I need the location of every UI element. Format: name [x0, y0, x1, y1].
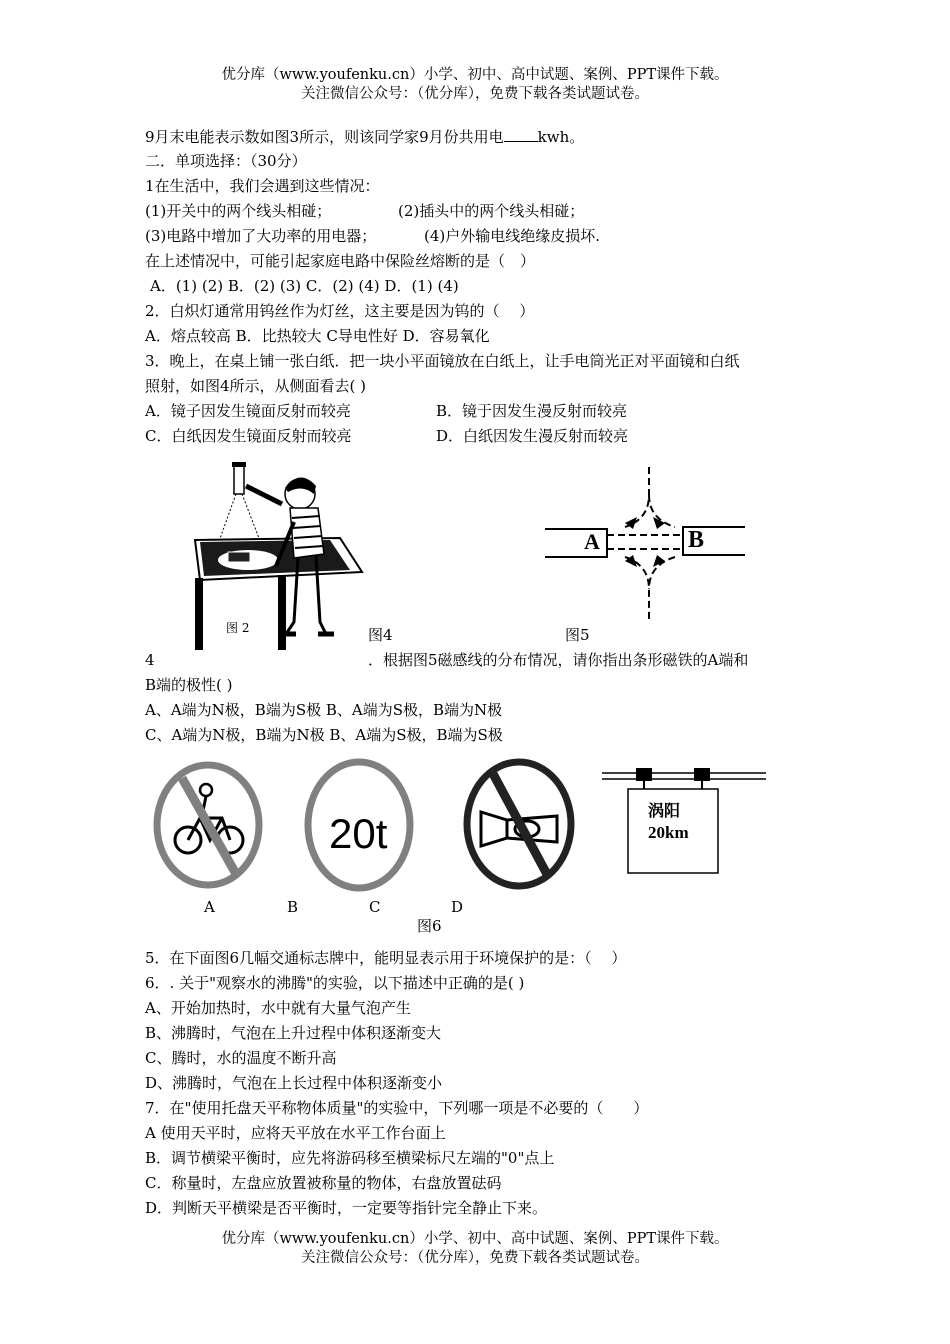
q3-option-b: B．镜于因发生漫反射而较亮: [436, 402, 628, 420]
q1-case-3: (3)电路中增加了大功率的用电器；: [145, 227, 377, 245]
fig6-label-b: B: [287, 898, 299, 916]
meter-question: [145, 127, 584, 147]
header-line-2: 关注微信公众号：（优分库），免费下载各类试题试卷。: [301, 86, 649, 102]
sign-c-no-horn: [461, 756, 577, 892]
q6-option-a: A、开始加热时，水中就有大量气泡产生: [145, 999, 411, 1017]
sign-d-distance-board: [602, 765, 768, 875]
figure-5-field-lines: [545, 465, 755, 625]
magnet-a-label: A: [584, 529, 600, 554]
sign-d-place: 涡阳: [648, 801, 681, 820]
q1-case-2: (2)插头中的两个线头相碰；: [398, 202, 585, 220]
figure-5-caption: 图5: [565, 626, 590, 644]
q7-stem: 7．在"使用托盘天平称物体质量"的实验中，下列哪一项是不必要的（ ）: [145, 1099, 649, 1117]
q1-case-4: (4)户外输电线绝缘皮损坏.: [424, 227, 601, 245]
meter-question-unit: kwh。: [537, 128, 585, 146]
q4-stem-line-1: ．根据图5磁感线的分布情况，请你指出条形磁铁的A端和: [368, 651, 749, 669]
meter-question-text: 9月末电能表示数如图3所示，则该同学家9月份共用电: [145, 128, 504, 146]
q7-option-d: D．判断天平横梁是否平衡时，一定要等指针完全静止下来。: [145, 1199, 548, 1217]
figure-4-inner-label: 图 2: [226, 621, 250, 635]
q7-option-b: B．调节横梁平衡时，应先将游码移至横梁标尺左端的"0"点上: [145, 1149, 555, 1167]
answer-blank: [504, 127, 538, 142]
q3-option-a: A．镜子因发生镜面反射而较亮: [145, 402, 351, 420]
q4-number: 4: [145, 651, 155, 669]
q6-option-c: C、腾时，水的温度不断升高: [145, 1049, 337, 1067]
figure-4-illustration: [190, 462, 360, 652]
q3-stem-line-1: 3．晚上，在桌上铺一张白纸．把一块小平面镜放在白纸上，让手电筒光正对平面镜和白纸: [145, 352, 740, 370]
q7-option-a: A 使用天平时，应将天平放在水平工作台面上: [145, 1124, 446, 1142]
q3-option-d: D．白纸因发生漫反射而较亮: [436, 427, 629, 445]
q6-option-b: B、沸腾时，气泡在上升过程中体积逐渐变大: [145, 1024, 442, 1042]
q6-option-d: D、沸腾时，气泡在上长过程中体积逐渐变小: [145, 1074, 443, 1092]
q2-options: A．熔点较高 B．比热较大 C导电性好 D．容易氧化: [145, 327, 490, 345]
fig6-label-d: D: [451, 898, 464, 916]
header-line-1: 优分库（www.youfenku.cn）小学、初中、高中试题、案例、PPT课件下载。: [221, 67, 729, 83]
q5-stem: 5．在下面图6几幅交通标志牌中，能明显表示用于环境保护的是：（ ）: [145, 949, 627, 967]
q2-stem: 2．白炽灯通常用钨丝作为灯丝，这主要是因为钨的（ ）: [145, 302, 535, 320]
footer-line-2: 关注微信公众号：（优分库），免费下载各类试题试卷。: [301, 1250, 649, 1266]
magnet-b-label: B: [688, 527, 705, 553]
q3-option-c: C．白纸因发生镜面反射而较亮: [145, 427, 352, 445]
sign-b-text: 20t: [329, 810, 388, 857]
q7-option-c: C．称量时，左盘应放置被称量的物体，右盘放置砝码: [145, 1174, 502, 1192]
footer-line-1: 优分库（www.youfenku.cn）小学、初中、高中试题、案例、PPT课件下载。: [221, 1231, 729, 1247]
figure-6-caption: 图6: [417, 917, 442, 935]
q1-options: A．(1) (2) B．(2) (3) C．(2) (4) D．(1) (4): [150, 277, 459, 295]
sign-a-no-bicycle: [152, 760, 264, 890]
fig6-label-a: A: [204, 898, 215, 916]
section-title: 二．单项选择：（30分）: [145, 152, 307, 170]
q6-stem: 6．. 关于"观察水的沸腾"的实验，以下描述中正确的是( ): [145, 974, 525, 992]
figure-4-caption: 图4: [368, 626, 393, 644]
q4-options-line-2: C、A端为N极，B端为N极 B、A端为S极，B端为S极: [145, 726, 503, 744]
q3-stem-line-2: 照射，如图4所示，从侧面看去( ): [145, 377, 367, 395]
q4-stem-line-2: B端的极性( ): [145, 676, 233, 694]
q1-stem: 1在生活中，我们会遇到这些情况：: [145, 177, 380, 195]
fig6-label-c: C: [369, 898, 381, 916]
q4-options-line-1: A、A端为N极，B端为S极 B、A端为S极，B端为N极: [145, 701, 503, 719]
q1-ask: 在上述情况中，可能引起家庭电路中保险丝熔断的是（ ）: [145, 252, 536, 270]
q1-case-1: (1)开关中的两个线头相碰；: [145, 202, 332, 220]
sign-d-distance: 20km: [648, 823, 689, 842]
